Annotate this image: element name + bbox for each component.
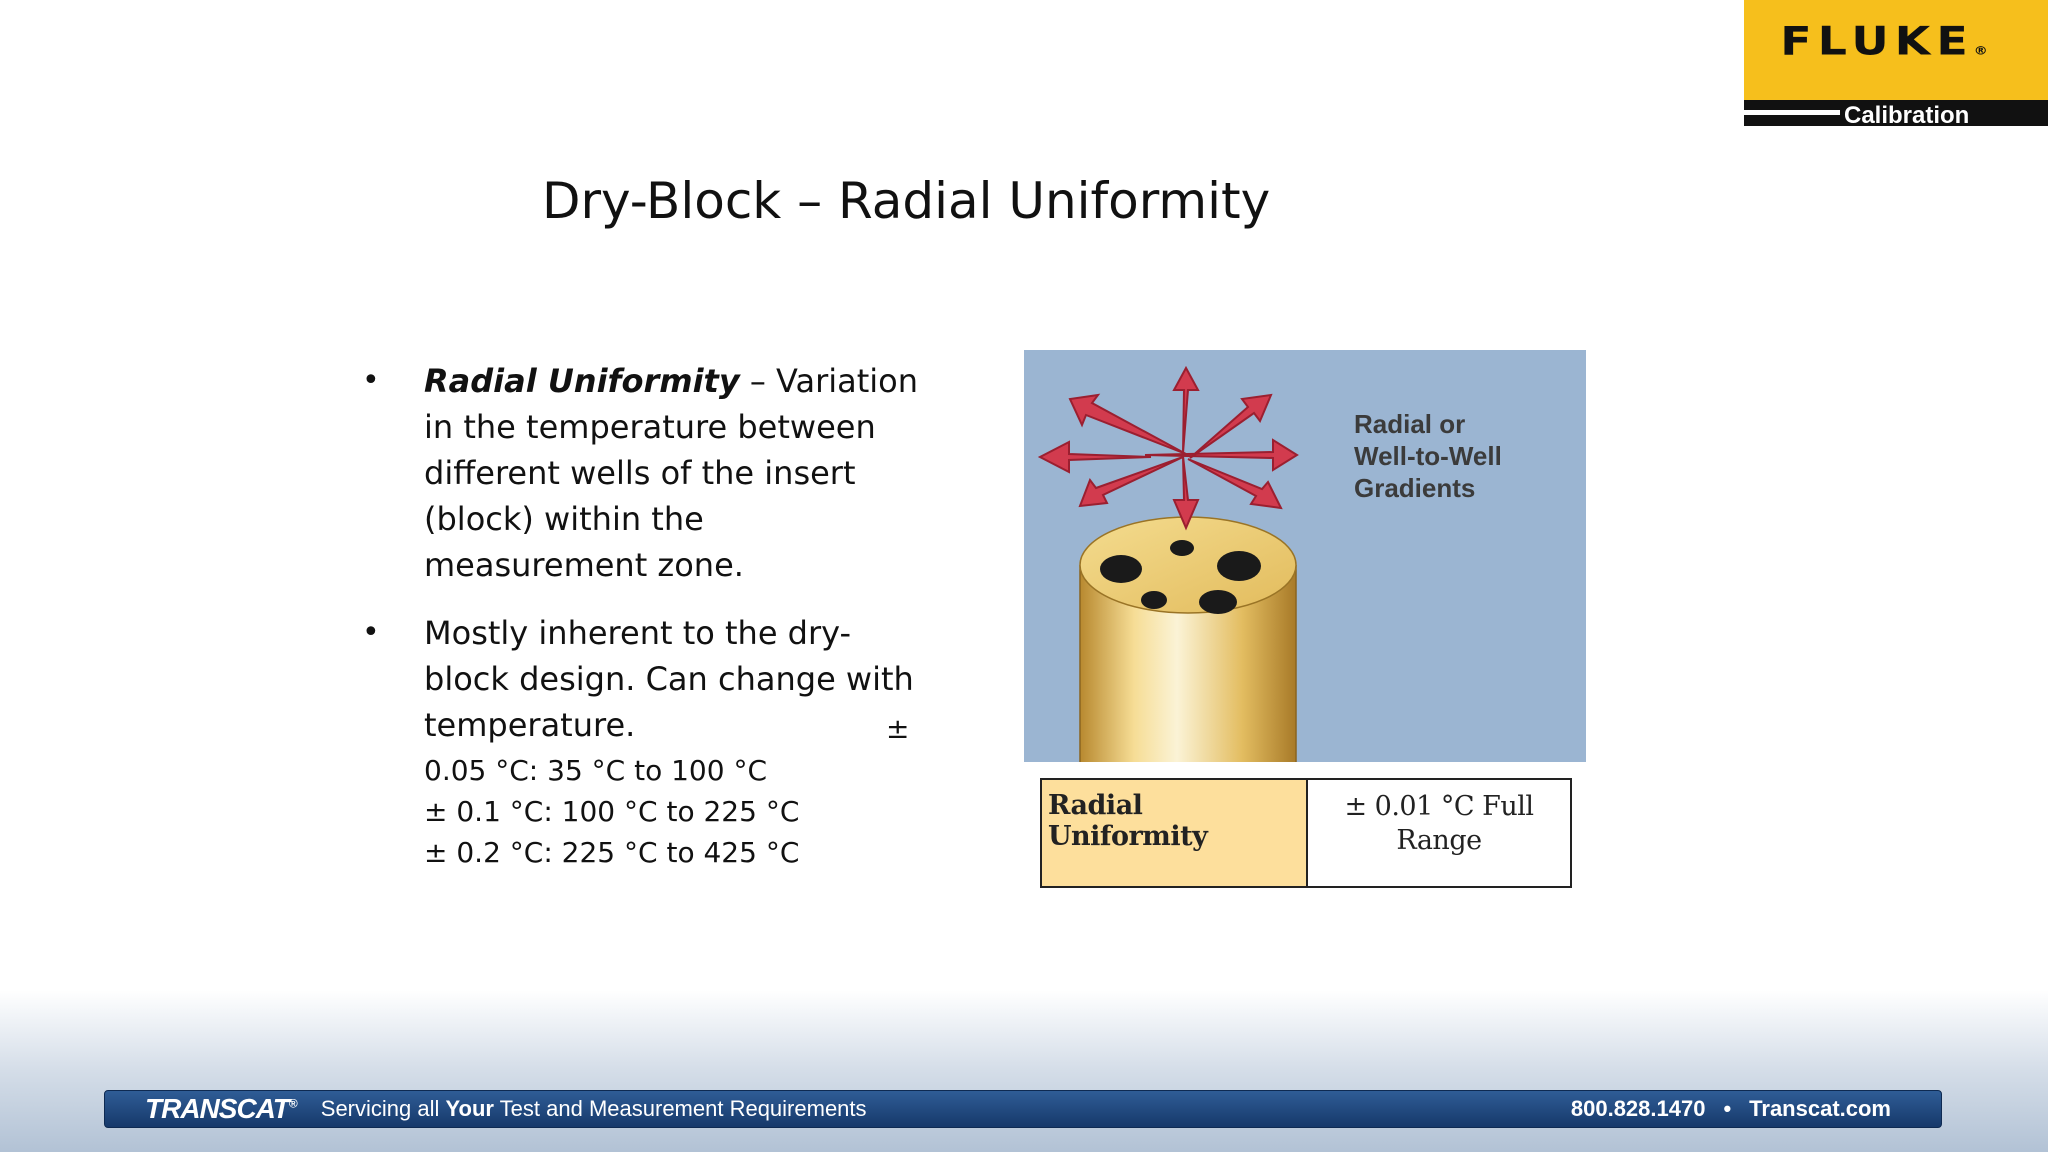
footer-bar — [104, 1090, 1942, 1128]
bullet-text: Mostly inherent to the dry-block design. Can change with temperature. — [424, 614, 914, 744]
fluke-calibration-logo — [1744, 0, 2048, 129]
logo-calibration-text: Calibration — [1844, 102, 1970, 129]
bullet-marker: • — [362, 615, 380, 650]
logo-black-band — [1744, 100, 2048, 129]
spec-table-value-cell: ± 0.01 °C Full Range — [1308, 780, 1570, 886]
bullet-marker: • — [362, 363, 380, 398]
slide-title: Dry-Block – Radial Uniformity — [542, 172, 1271, 230]
bullet-item-design — [362, 610, 922, 873]
footer-separator: • — [1723, 1096, 1732, 1121]
footer-contact — [1571, 1096, 1891, 1122]
bullet-term: Radial Uniformity — [424, 362, 740, 400]
radial-gradient-illustration — [1024, 350, 1586, 762]
gradient-arrows — [1040, 368, 1297, 528]
logo-yellow-panel — [1744, 0, 2048, 100]
spec-line: ± 0.2 °C: 225 °C to 425 °C — [424, 836, 800, 869]
bullet-text: – Variation in the temperature between different wells of the insert (block) within the measurement zone. — [424, 362, 919, 584]
logo-wordmark: FLUKE® — [1780, 18, 1988, 64]
transcat-logo: TRANSCAT® — [145, 1093, 297, 1124]
logo-stripe — [1744, 110, 1840, 115]
footer-website: Transcat.com — [1749, 1096, 1891, 1121]
spec-list — [424, 750, 922, 873]
spec-line: ± 0.1 °C: 100 °C to 225 °C — [424, 795, 800, 828]
footer-tagline: Servicing all Your Test and Measurement Requirements — [320, 1096, 867, 1121]
spec-table — [1040, 778, 1572, 888]
spec-line: 0.05 °C: 35 °C to 100 °C — [424, 754, 768, 787]
plus-minus-symbol: ± — [886, 712, 910, 745]
footer-phone: 800.828.1470 — [1570, 1096, 1706, 1121]
spec-table-label-cell: Radial Uniformity — [1042, 780, 1308, 886]
gradient-label: Radial or Well-to-Well Gradients — [1354, 409, 1502, 503]
bullet-item-definition — [362, 358, 922, 588]
bullet-list — [362, 358, 922, 873]
